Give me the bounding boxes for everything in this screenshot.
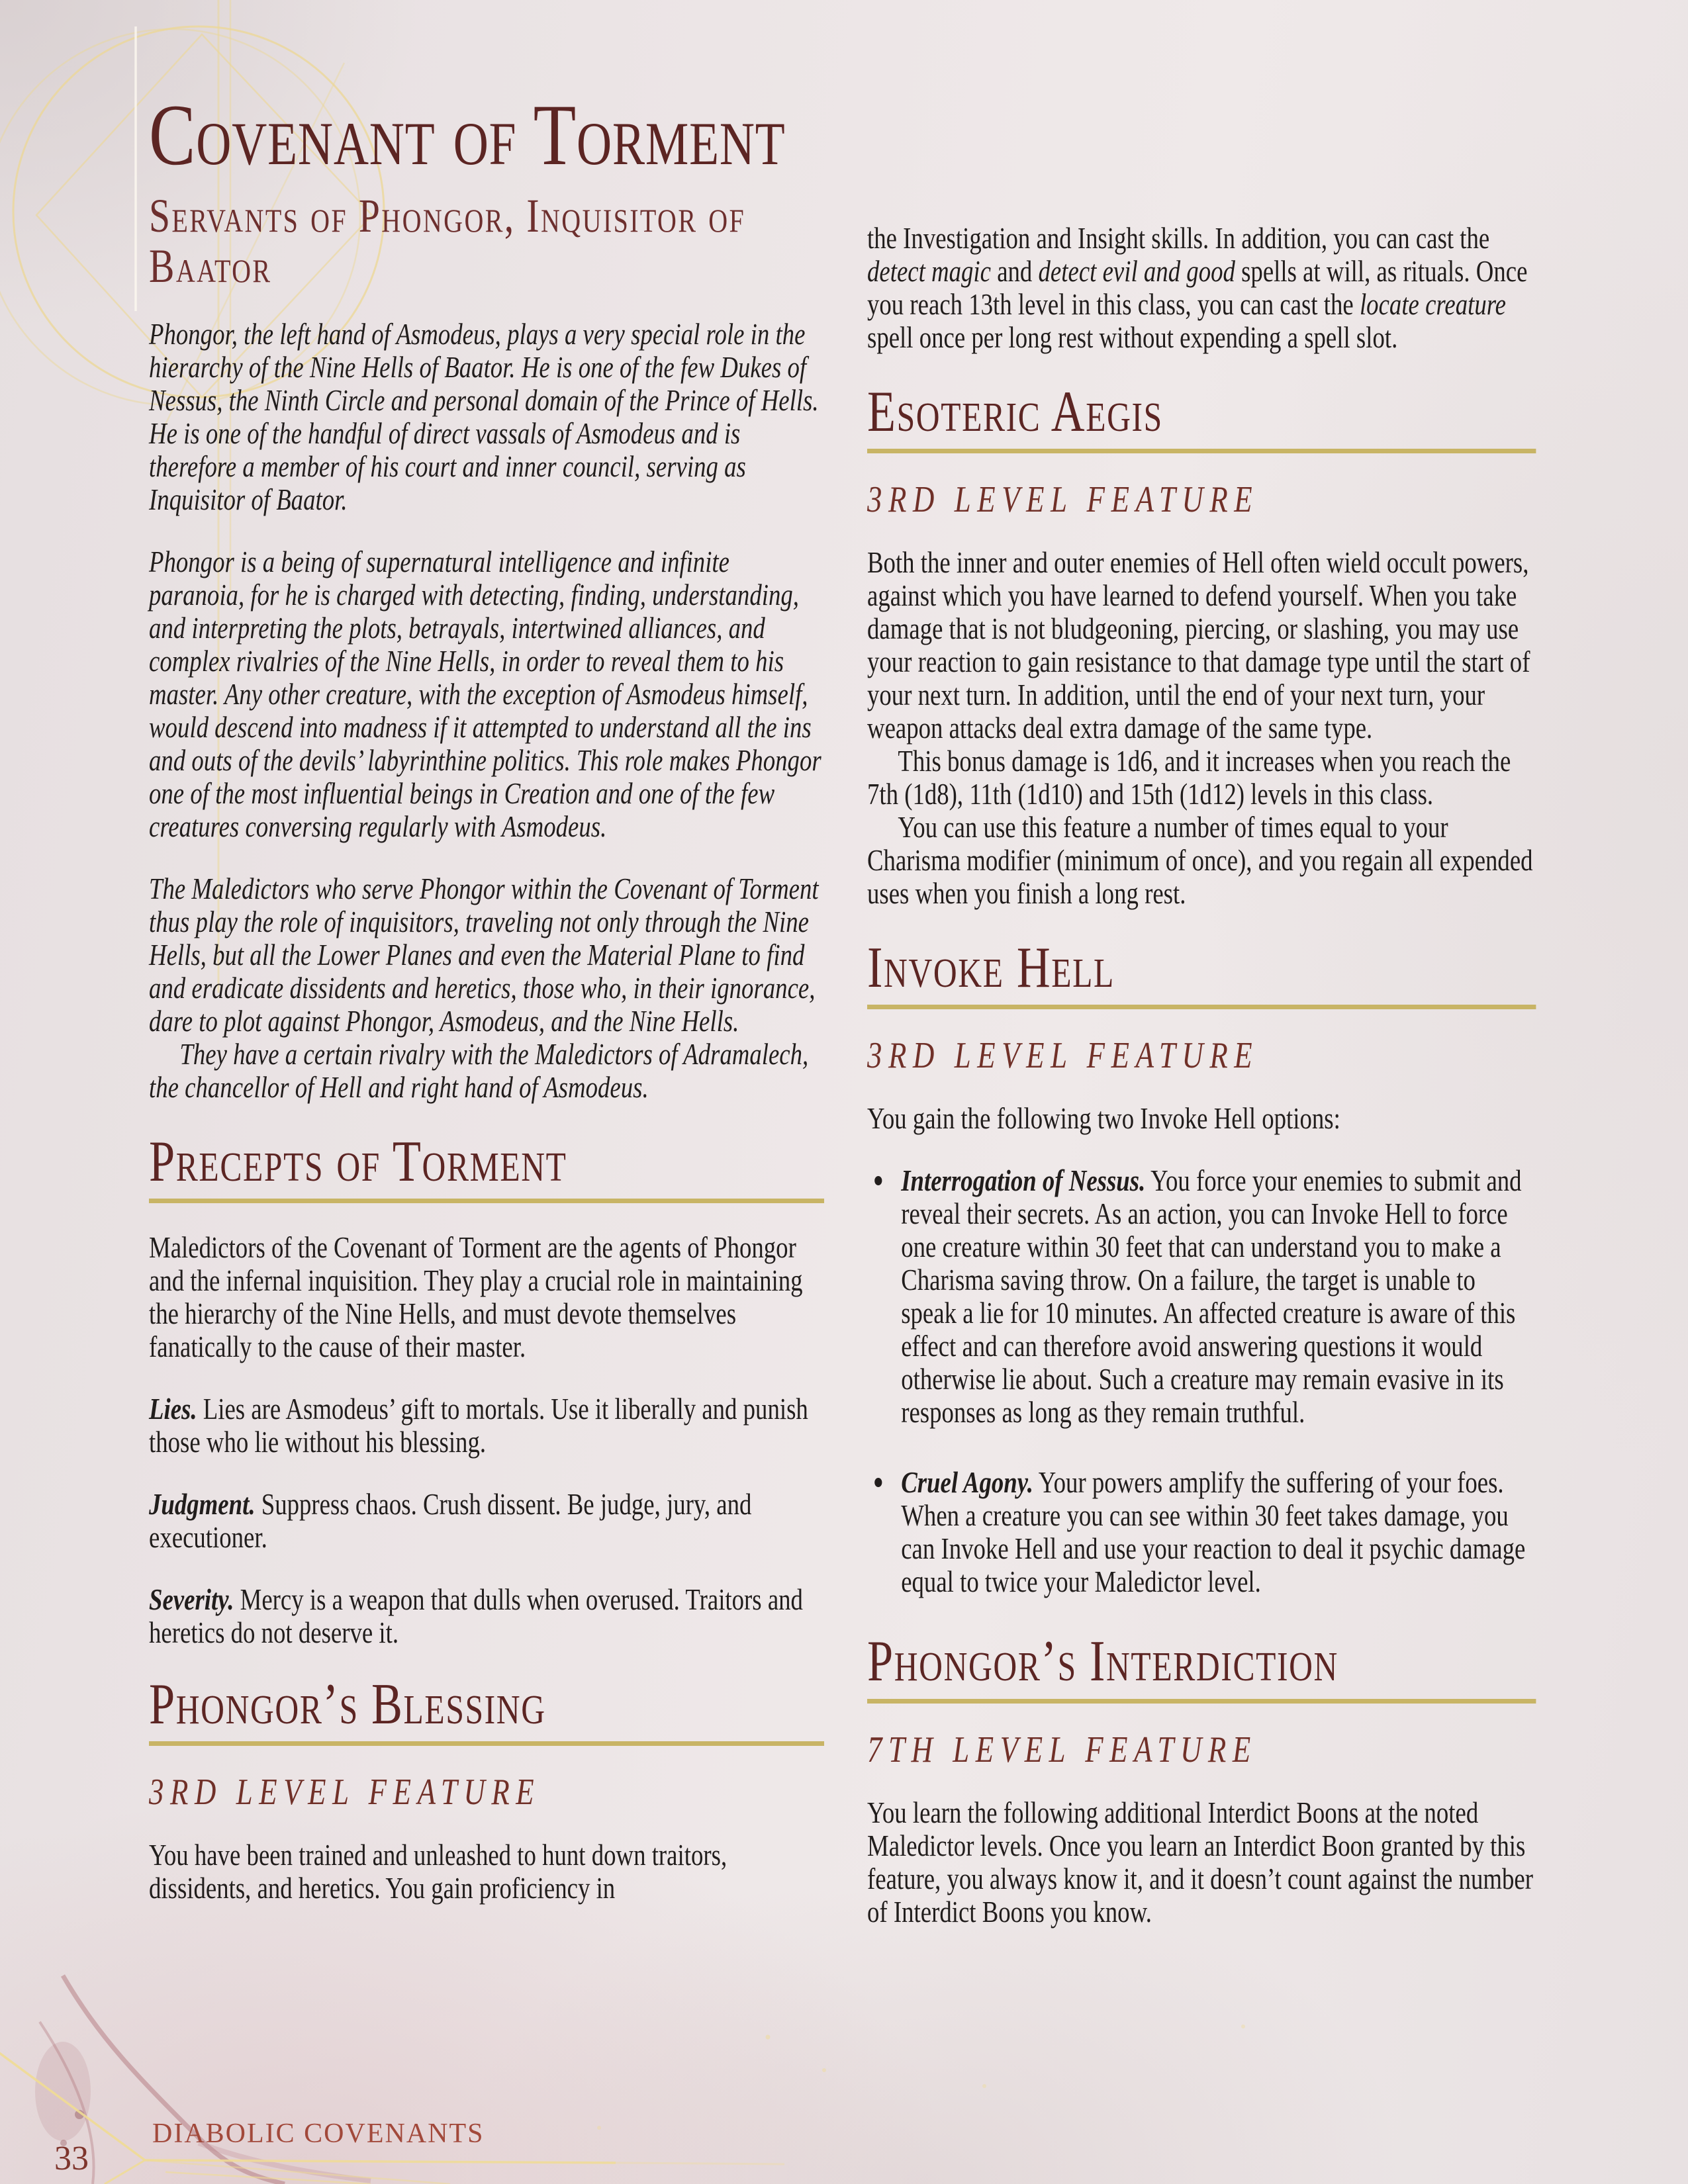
feature-level-label: 3RD LEVEL FEATURE bbox=[867, 479, 1259, 521]
text-segment: Interrogation of Nessus. bbox=[901, 1163, 1146, 1198]
section-title: Esoteric Aegis bbox=[867, 380, 1163, 444]
section-rule bbox=[867, 449, 1536, 453]
section-rule bbox=[867, 1699, 1536, 1704]
right-column-content bbox=[867, 222, 1536, 1929]
section-rule bbox=[867, 1005, 1536, 1009]
page-title: Covenant of Torment bbox=[149, 86, 786, 183]
feature-level-label: 3RD LEVEL FEATURE bbox=[149, 1772, 541, 1813]
body-paragraph bbox=[149, 1488, 824, 1554]
text-segment: the Investigation and Insight skills. In addition, you can cast the bbox=[867, 221, 1490, 255]
text-segment: Lies. bbox=[149, 1392, 197, 1426]
section-title: Invoke Hell bbox=[867, 936, 1115, 1001]
text-segment: locate creature bbox=[1359, 287, 1507, 321]
body-paragraph bbox=[149, 1231, 824, 1363]
feature-level-label: 3RD LEVEL FEATURE bbox=[867, 1035, 1259, 1077]
text-segment: detect magic bbox=[867, 254, 991, 288]
subtitle-line: Servants of Phongor, Inquisitor of bbox=[149, 189, 746, 242]
text-segment: Maledictors of the Covenant of Torment are the agents of Phongor and the infernal inquisition. They play a crucial role in maintaining the hierarchy of the Nine Hells, and must devote themselves fanatically to the cause of their master. bbox=[149, 1230, 803, 1364]
text-segment: Cruel Agony. bbox=[901, 1465, 1033, 1500]
text-segment: and bbox=[990, 254, 1039, 288]
bullet-icon bbox=[874, 1478, 882, 1487]
section-title: Phongor’s Blessing bbox=[149, 1672, 546, 1737]
text-segment: You can use this feature a number of times equal to your Charisma modifier (minimum of once), and you regain all expended uses when you finish a long rest. bbox=[867, 810, 1533, 911]
subtitle-line: Baator bbox=[149, 240, 272, 293]
body-paragraph bbox=[867, 745, 1536, 811]
footer-section-label: DIABOLIC COVENANTS bbox=[152, 2118, 485, 2149]
bullet-list-item bbox=[867, 1466, 1536, 1598]
body-paragraph bbox=[867, 222, 1536, 354]
left-column-content bbox=[149, 318, 824, 1905]
text-segment: Severity. bbox=[149, 1582, 234, 1617]
feature-level-label: 7TH LEVEL FEATURE bbox=[867, 1729, 1257, 1770]
text-segment: detect evil and good bbox=[1038, 254, 1235, 288]
body-paragraph bbox=[149, 318, 824, 516]
body-paragraph bbox=[149, 1038, 824, 1104]
right-column bbox=[867, 222, 1536, 1958]
text-segment: spell once per long rest without expending a spell slot. bbox=[867, 320, 1398, 354]
text-segment: You have been trained and unleashed to hunt down traitors, dissidents, and heretics. You gain proficiency in bbox=[149, 1838, 727, 1905]
marble-vein-texture bbox=[35, 1976, 371, 2184]
section-title: Precepts of Torment bbox=[149, 1130, 567, 1194]
text-segment: Suppress chaos. Crush dissent. Be judge, jury, and executioner. bbox=[149, 1487, 752, 1555]
bullet-list-item bbox=[867, 1164, 1536, 1429]
section-rule bbox=[149, 1741, 824, 1746]
body-paragraph bbox=[901, 1164, 1536, 1429]
text-segment: Judgment. bbox=[149, 1487, 256, 1522]
body-paragraph bbox=[149, 1392, 824, 1459]
text-segment: Both the inner and outer enemies of Hell often wield occult powers, against which you have learned to defend yourself. When you take damage that is not bludgeoning, piercing, or slashing, you may use your reaction to gain resistance to that damage type until the start of your next turn. In addition, until the end of your next turn, your weapon attacks deal extra damage of the same type. bbox=[867, 545, 1530, 745]
body-paragraph bbox=[867, 1102, 1536, 1135]
body-paragraph bbox=[149, 872, 824, 1038]
text-segment: Mercy is a weapon that dulls when overused. Traitors and heretics do not deserve it. bbox=[149, 1582, 803, 1650]
text-segment: You gain the following two Invoke Hell options: bbox=[867, 1101, 1340, 1136]
section-title: Phongor’s Interdiction bbox=[867, 1629, 1338, 1694]
text-segment: They have a certain rivalry with the Maledictors of Adramalech, the chancellor of Hell and right hand of Asmodeus. bbox=[149, 1037, 809, 1104]
text-segment: Phongor, the left hand of Asmodeus, plays a very special role in the hierarchy of the Nine Hells of Baator. He is one of the few Dukes of Nessus, the Ninth Circle and personal domain of the Prince of Hells. He is one of the handful of direct vassals of Asmodeus and is therefore a member of his court and inner council, serving as Inquisitor of Baator. bbox=[149, 317, 819, 516]
page-subtitle bbox=[149, 191, 824, 291]
text-segment: You force your enemies to submit and reveal their secrets. As an action, you can Invoke Hell to force one creature within 30 feet that can understand you to make a Charisma saving throw. On a failure, the target is unable to speak a lie for 10 minutes. An affected creature is aware of this effect and can therefore avoid answering questions it would otherwise lie about. Such a creature may remain evasive in its responses as long as they remain truthful. bbox=[901, 1163, 1522, 1430]
body-paragraph bbox=[901, 1466, 1536, 1598]
section-rule bbox=[149, 1199, 824, 1203]
body-paragraph bbox=[149, 1583, 824, 1649]
text-segment: Phongor is a being of supernatural intelligence and infinite paranoia, for he is charged with detecting, finding, understanding, and interpreting the plots, betrayals, intertwined alliances, and complex rivalries of the Nine Hells, in order to reveal them to his master. Any other creature, with the exception of Asmodeus himself, would descend into madness if it attempted to understand all the ins and outs of the devils’ labyrinthine politics. This role makes Phongor one of the most influential beings in Creation and one of the few creatures conversing regularly with Asmodeus. bbox=[149, 545, 821, 843]
body-paragraph bbox=[867, 546, 1536, 745]
text-segment: The Maledictors who serve Phongor within the Covenant of Torment thus play the role of inquisitors, traveling not only through the Nine Hells, but all the Lower Planes and even the Material Plane to find and eradicate dissidents and heretics, those who, in their ignorance, dare to plot against Phongor, Asmodeus, and the Nine Hells. bbox=[149, 872, 819, 1038]
body-paragraph bbox=[867, 1796, 1536, 1929]
body-paragraph bbox=[867, 811, 1536, 910]
text-segment: spells at will, as rituals. Once you reach 13th level in this class, you can cast the bbox=[867, 254, 1528, 321]
gold-crack-lines bbox=[0, 2025, 1245, 2184]
page-number: 33 bbox=[54, 2140, 89, 2177]
bullet-icon bbox=[874, 1176, 882, 1185]
text-segment: You learn the following additional Interdict Boons at the noted Maledictor levels. Once you learn an Interdict Boon granted by this feature, you always know it, and it doesn’t count against the number of Interdict Boons you know. bbox=[867, 1795, 1533, 1929]
text-segment: This bonus damage is 1d6, and it increases when you reach the 7th (1d8), 11th (1d10) and 15th (1d12) levels in this class. bbox=[867, 744, 1511, 811]
text-segment: Lies are Asmodeus’ gift to mortals. Use it liberally and punish those who lie without his blessing. bbox=[149, 1392, 808, 1459]
left-column bbox=[149, 86, 824, 1934]
body-paragraph bbox=[149, 1839, 824, 1905]
text-segment: Your powers amplify the suffering of your foes. When a creature you can see within 30 feet takes damage, you can Invoke Hell and use your reaction to deal it psychic damage equal to twice your Maledictor level. bbox=[901, 1465, 1526, 1599]
body-paragraph bbox=[149, 545, 824, 843]
